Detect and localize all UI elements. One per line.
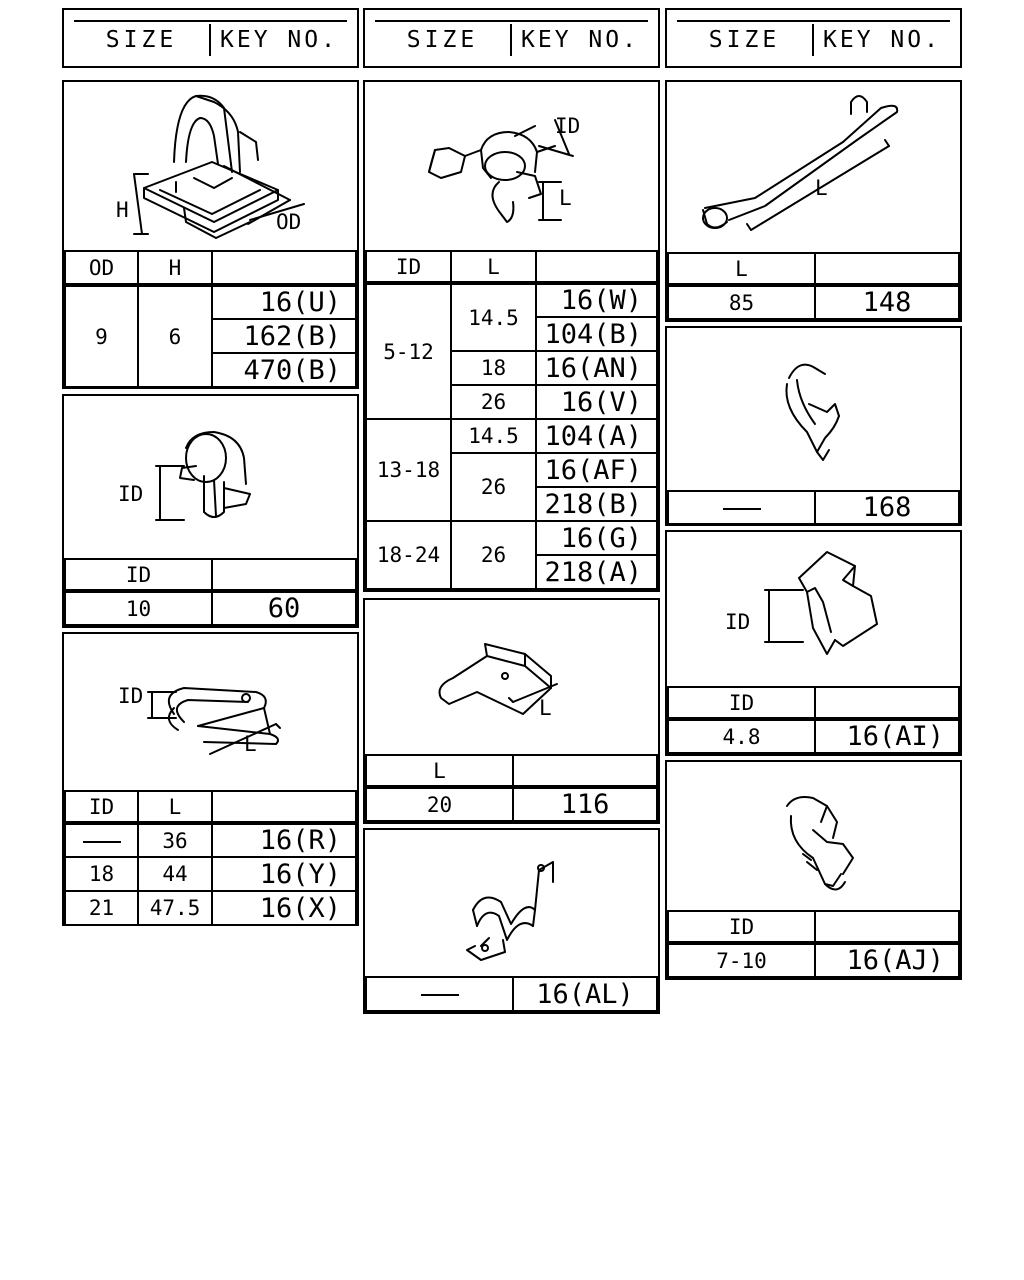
cell-key: 16(AI) bbox=[815, 719, 959, 753]
cell-id: 10 bbox=[65, 591, 212, 625]
table-row bbox=[65, 891, 356, 925]
cell-l: 36 bbox=[138, 823, 212, 857]
col-head-key bbox=[212, 251, 356, 285]
cell-key: 16(AL) bbox=[513, 977, 657, 1011]
cell-id: 21 bbox=[65, 891, 138, 925]
cell-key: 148 bbox=[815, 285, 959, 319]
dim-label-l: L bbox=[815, 176, 828, 200]
cell-key: 60 bbox=[212, 591, 356, 625]
cell-key: 16(R) bbox=[212, 823, 356, 857]
size-header: SIZE bbox=[677, 24, 814, 56]
part-push-clip bbox=[62, 80, 359, 389]
col-head-key bbox=[815, 911, 959, 943]
cell-key: 16(Y) bbox=[212, 857, 356, 891]
cell-l: 14.5 bbox=[451, 419, 536, 453]
double-clamp-table bbox=[365, 976, 658, 1012]
col-head-od: OD bbox=[65, 251, 138, 285]
cell-id: 13-18 bbox=[366, 419, 451, 521]
col-head-id: ID bbox=[366, 251, 451, 283]
cell-id: 5-12 bbox=[366, 283, 451, 419]
col-head-key bbox=[212, 791, 356, 823]
flat-clamp-table bbox=[64, 790, 357, 926]
part-edge-clip bbox=[665, 530, 962, 756]
twin-clip-table bbox=[667, 910, 960, 978]
col-head-id: ID bbox=[65, 791, 138, 823]
cell-id: 18-24 bbox=[366, 521, 451, 589]
cell-l: 47.5 bbox=[138, 891, 212, 925]
cell-l: 20 bbox=[366, 787, 513, 821]
hose-clamp-drawing bbox=[365, 82, 658, 252]
cell-id: 4.8 bbox=[668, 719, 815, 753]
dim-label-l: L bbox=[539, 696, 552, 720]
col-head-l: L bbox=[366, 755, 513, 787]
col-head-id: ID bbox=[668, 687, 815, 719]
col-head-key bbox=[815, 253, 959, 285]
col-head-key bbox=[536, 251, 657, 283]
cell-l: 26 bbox=[451, 385, 536, 419]
cell-id: 18 bbox=[65, 857, 138, 891]
cell-key: 218(A) bbox=[536, 555, 657, 589]
cell-key: 16(U) bbox=[212, 285, 356, 319]
cell-l: 18 bbox=[451, 351, 536, 385]
col-head-l: L bbox=[451, 251, 536, 283]
part-bracket-clip bbox=[363, 598, 660, 824]
edge-clip-drawing bbox=[667, 532, 960, 686]
cell-od: 9 bbox=[65, 285, 138, 387]
push-clip-table bbox=[64, 250, 357, 388]
cell-l: 14.5 bbox=[451, 283, 536, 351]
dim-label-h: H bbox=[116, 198, 129, 222]
cell-id: 7-10 bbox=[668, 943, 815, 977]
dim-label-id: ID bbox=[555, 114, 581, 138]
col-head-key bbox=[513, 755, 657, 787]
band-clip-drawing bbox=[64, 396, 357, 558]
col-head-key bbox=[212, 559, 356, 591]
harness-clip-table bbox=[667, 490, 960, 525]
dim-label-l: L bbox=[244, 732, 257, 756]
col-head-l: L bbox=[138, 791, 212, 823]
cell-l: 85 bbox=[668, 285, 815, 319]
cell-key: 116 bbox=[513, 787, 657, 821]
size-header: SIZE bbox=[74, 24, 211, 56]
tie-strap-table bbox=[667, 252, 960, 320]
col-head-h: H bbox=[138, 251, 212, 285]
part-band-clip bbox=[62, 394, 359, 628]
key-no-header: KEY NO. bbox=[823, 27, 941, 53]
header-rule bbox=[375, 20, 648, 22]
part-double-clamp bbox=[363, 828, 660, 1014]
cell-l: 44 bbox=[138, 857, 212, 891]
bracket-clip-drawing bbox=[365, 600, 658, 754]
hose-clamp-table bbox=[365, 250, 658, 590]
size-header: SIZE bbox=[375, 24, 512, 56]
key-no-header: KEY NO. bbox=[220, 27, 338, 53]
part-harness-clip bbox=[665, 326, 962, 526]
dash-mark bbox=[83, 841, 121, 843]
cell-id bbox=[668, 491, 815, 524]
cell-key: 16(W) bbox=[536, 283, 657, 317]
cell-id bbox=[65, 823, 138, 857]
dim-label-id: ID bbox=[118, 684, 144, 708]
cell-key: 104(A) bbox=[536, 419, 657, 453]
dash-mark bbox=[421, 994, 459, 996]
table-row bbox=[65, 823, 356, 857]
part-hose-clamp bbox=[363, 80, 660, 592]
cell-h: 6 bbox=[138, 285, 212, 387]
col-head-id: ID bbox=[65, 559, 212, 591]
part-flat-clamp bbox=[62, 632, 359, 926]
col-head-id: ID bbox=[668, 911, 815, 943]
cell-key: 16(G) bbox=[536, 521, 657, 555]
column-header bbox=[62, 8, 359, 68]
col-head-key bbox=[815, 687, 959, 719]
cell-key: 16(AF) bbox=[536, 453, 657, 487]
dash-mark bbox=[723, 508, 761, 510]
bracket-clip-table bbox=[365, 754, 658, 822]
header-rule bbox=[74, 20, 347, 22]
part-twin-clip bbox=[665, 760, 962, 980]
column-header bbox=[363, 8, 660, 68]
dim-label-l: L bbox=[559, 186, 572, 210]
dim-label-id: ID bbox=[725, 610, 751, 634]
col-head-l: L bbox=[668, 253, 815, 285]
cell-key: 16(V) bbox=[536, 385, 657, 419]
flat-clamp-drawing bbox=[64, 634, 357, 790]
push-clip-drawing bbox=[64, 82, 357, 252]
edge-clip-table bbox=[667, 686, 960, 754]
dim-label-od: OD bbox=[276, 210, 302, 234]
cell-key: 16(AN) bbox=[536, 351, 657, 385]
cell-key: 162(B) bbox=[212, 319, 356, 353]
cell-key: 218(B) bbox=[536, 487, 657, 521]
harness-clip-drawing bbox=[667, 328, 960, 490]
cell-key: 16(AJ) bbox=[815, 943, 959, 977]
cell-l: 26 bbox=[451, 453, 536, 521]
cell-key: 104(B) bbox=[536, 317, 657, 351]
table-row bbox=[65, 857, 356, 891]
cell-l: 26 bbox=[451, 521, 536, 589]
dim-label-id: ID bbox=[118, 482, 144, 506]
cell-key: 16(X) bbox=[212, 891, 356, 925]
band-clip-table bbox=[64, 558, 357, 626]
cell-key: 470(B) bbox=[212, 353, 356, 387]
double-clamp-drawing bbox=[365, 830, 658, 978]
twin-clip-drawing bbox=[667, 762, 960, 910]
cell-id bbox=[366, 977, 513, 1011]
header-rule bbox=[677, 20, 950, 22]
tie-strap-drawing bbox=[667, 82, 960, 254]
part-tie-strap bbox=[665, 80, 962, 322]
cell-key: 168 bbox=[815, 491, 959, 524]
key-no-header: KEY NO. bbox=[521, 27, 639, 53]
column-header bbox=[665, 8, 962, 68]
